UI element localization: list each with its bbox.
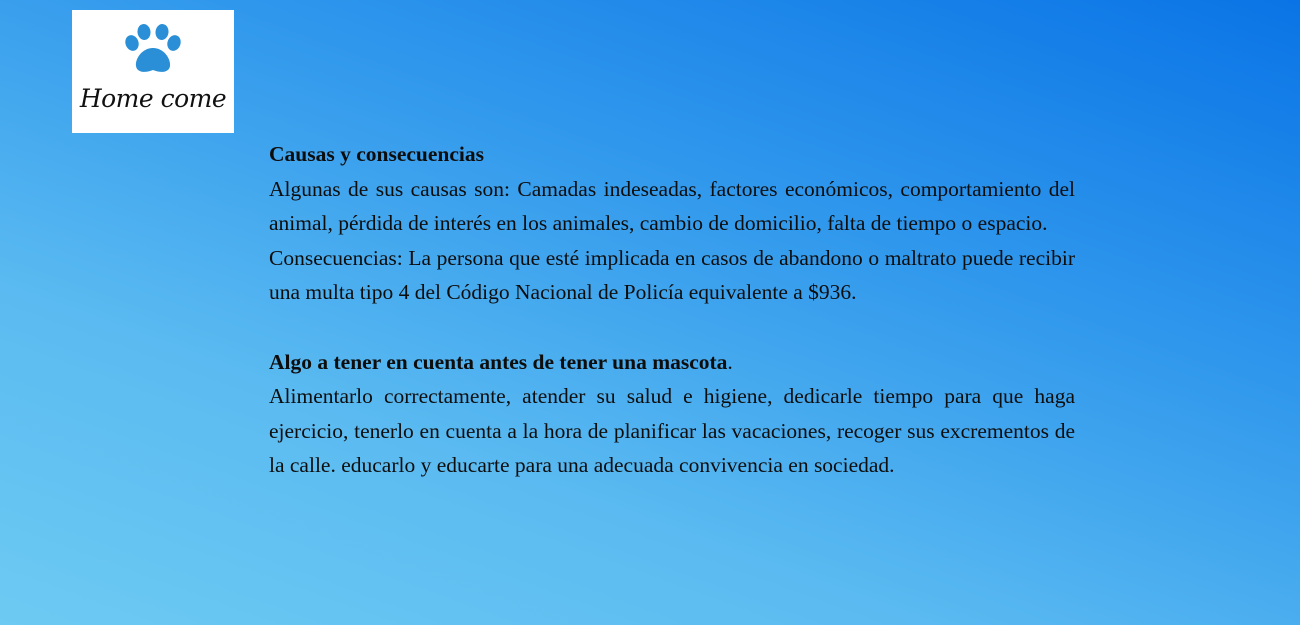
- section-heading-before-pet: Algo a tener en cuenta antes de tener una mascota: [269, 349, 728, 374]
- article-content: [269, 137, 1075, 483]
- paw-icon: [122, 24, 184, 76]
- heading-period: .: [727, 349, 733, 374]
- before-pet-paragraph: Alimentarlo correctamente, atender su salud e higiene, dedicarle tiempo para que haga ejercicio, tenerlo en cuenta a la hora de planificar las vacaciones, recoger sus excrementos de la calle. educarlo y educarte para una adecuada convivencia en sociedad.: [269, 384, 1075, 477]
- section-spacer: [269, 310, 1075, 345]
- causes-paragraph: Algunas de sus causas son: Camadas indeseadas, factores económicos, comportamiento del animal, pérdida de interés en los animales, cambio de domicilio, falta de tiempo o espacio.: [269, 176, 1075, 235]
- consequences-paragraph: Consecuencias: La persona que esté implicada en casos de abandono o maltrato puede recibir una multa tipo 4 del Código Nacional de Policía equivalente a $936.: [269, 245, 1075, 304]
- logo-text: Home come: [79, 84, 227, 113]
- logo[interactable]: [72, 10, 234, 133]
- section-heading-wrapper: [269, 345, 1075, 380]
- section-heading-causes: Causas y consecuencias: [269, 142, 485, 166]
